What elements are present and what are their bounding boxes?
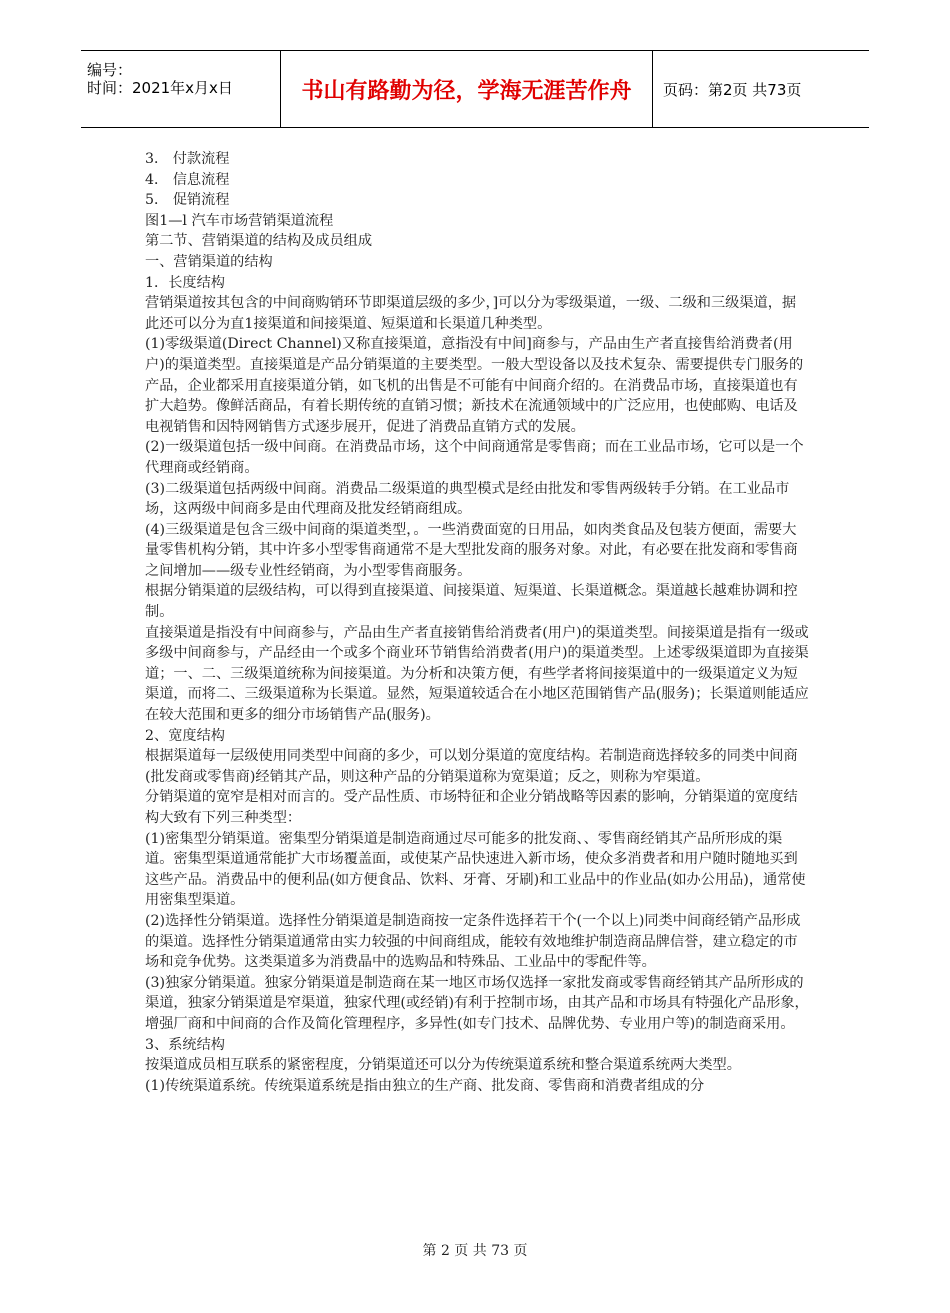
paragraph: 按渠道成员相互联系的紧密程度，分销渠道还可以分为传统渠道系统和整合渠道系统两大类型。 — [145, 1057, 741, 1074]
paragraph: 营销渠道按其包含的中间商购销环节即渠道层级的多少，]可以分为零级渠道，一级、二级和三级渠道，据此还可以分为直1接渠道和间接渠道、短渠道和长渠道几种类型。 — [145, 295, 797, 332]
paragraph: 1．长度结构 — [145, 274, 225, 291]
paragraph: (3)独家分销渠道。独家分销渠道是制造商在某一地区市场仅选择一家批发商或零售商经销其产品所形成的渠道，独家分销渠道是窄渠道，独家代理(或经销)有利于控制市场，由其产品和市场具有特强化产品形象，增强厂商和中间商的合作及简化管理程序，多异性(如专门技术、品牌优势、专业用户等)的制造商采用。 — [145, 974, 809, 1032]
paragraph: 分销渠道的宽窄是相对而言的。受产品性质、市场特征和企业分销战略等因素的影响，分销渠道的宽度结构大致有下列三种类型： — [145, 789, 798, 826]
paragraph: 4． 信息流程 — [145, 171, 230, 188]
paragraph: 一、营销渠道的结构 — [145, 253, 273, 270]
page-header — [81, 50, 869, 128]
paragraph: 直接渠道是指没有中间商参与，产品由生产者直接销售给消费者(用户)的渠道类型。间接渠道是指有一级或多级中间商参与，产品经由一个或多个商业环节销售给消费者(用户)的渠道类型。上述零级渠道即为直接渠道；一、二、三级渠道统称为间接渠道。为分析和决策方便，有些学者将间接渠道中的一级渠道定义为短渠道，而将二、三级渠道称为长渠道。显然，短渠道较适合在小地区范围销售产品(服务)；长渠道则能适应在较大范围和更多的细分市场销售产品(服务)。 — [145, 624, 809, 724]
paragraph: (4)三级渠道是包含三级中间商的渠道类型，。一些消费面宽的日用品，如肉类食品及包装方便面，需要大量零售机构分销，其中许多小型零售商通常不是大型批发商的服务对象。对此，有必要在批发商和零售商之间增加——级专业性经销商，为小型零售商服务。 — [145, 521, 798, 579]
header-page-label: 页码：第2页 共73页 — [663, 80, 802, 99]
paragraph: (2)一级渠道包括一级中间商。在消费品市场，这个中间商通常是零售商；而在工业品市场，它可以是一个代理商或经销商。 — [145, 439, 804, 476]
paragraph: (2)选择性分销渠道。选择性分销渠道是制造商按一定条件选择若干个(一个以上)同类中间商经销产品形成的渠道。选择性分销渠道通常由实力较强的中间商组成，能较有效地维护制造商品牌信誉，建立稳定的市场和竞争优势。这类渠道多为消费晶中的选购品和特殊品、工业品中的零配件等。 — [145, 912, 801, 971]
paragraph: (3)二级渠道包括两级中间商。消费品二级渠道的典型模式是经由批发和零售两级转手分销。在工业品市场，这两级中间商多是由代理商及批发经销商组成。 — [145, 480, 790, 518]
header-meta — [87, 61, 279, 97]
doc-time-label: 时间：2021年x月x日 — [87, 79, 233, 97]
paragraph: 根据分销渠道的层级结构，可以得到直接渠道、间接渠道、短渠道、长渠道概念。渠道越长越难协调和控制。 — [145, 583, 798, 621]
paragraph: 3． 付款流程 — [145, 151, 230, 167]
paragraph: 图1—l 汽车市场营销渠道流程 — [145, 212, 334, 229]
paragraph: 根据渠道每一层级使用同类型中间商的多少，可以划分渠道的宽度结构。若制造商选择较多的同类中间商(批发商或零售商)经销其产品，则这种产品的分销渠道称为宽渠道；反之，则称为窄渠道。 — [145, 748, 798, 785]
paragraph: (1)传统渠道系统。传统渠道系统是指由独立的生产商、批发商、零售商和消费者组成的分 — [145, 1077, 705, 1094]
paragraph: 5． 促销流程 — [145, 192, 230, 209]
paragraph: (1)零级渠道(Direct Channel)又称直接渠道，意指没有中间]商参与，产品由生产者直接售给消费者(用户)的渠道类型。直接渠道是产品分销渠道的主要类型。一般大型设备以及技术复杂、需要提供专门服务的产品，企业都采用直接渠道分销，如飞机的出售是不可能有中间商介绍的。在消费品市场，直接渠道也有扩大趋势。像鲜活商品，有着长期传统的直销习惯；新技术在流通领域中的广泛应用，也使邮购、电话及电视销售和因特网销售方式逐步展开，促进了消费品直销方式的发展。 — [145, 336, 804, 435]
paragraph: 第二节、营销渠道的结构及成员组成 — [145, 233, 373, 250]
paragraph: 2、宽度结构 — [145, 727, 225, 744]
header-divider — [652, 51, 653, 127]
header-motto: 书山有路勤为径，学海无涯苦作舟 — [301, 77, 632, 104]
paragraph: (1)密集型分销渠道。密集型分销渠道是制造商通过尽可能多的批发商、、零售商经销其产品所形成的渠道。密集型渠道通常能扩大市场覆盖面，或使某产品快速进入新市场，使众多消费者和用户随时随地买到这些产品。消费品中的便利品(如方便食品、饮料、牙膏、牙刷)和工业品中的作业品(如办公用品)，通常使用密集型渠道。 — [145, 830, 806, 909]
doc-number-label: 编号： — [87, 61, 133, 79]
paragraph: 3、系统结构 — [145, 1036, 225, 1053]
document-body — [145, 149, 809, 1096]
page-footer: 第 2 页 共 73 页 — [422, 1243, 528, 1259]
